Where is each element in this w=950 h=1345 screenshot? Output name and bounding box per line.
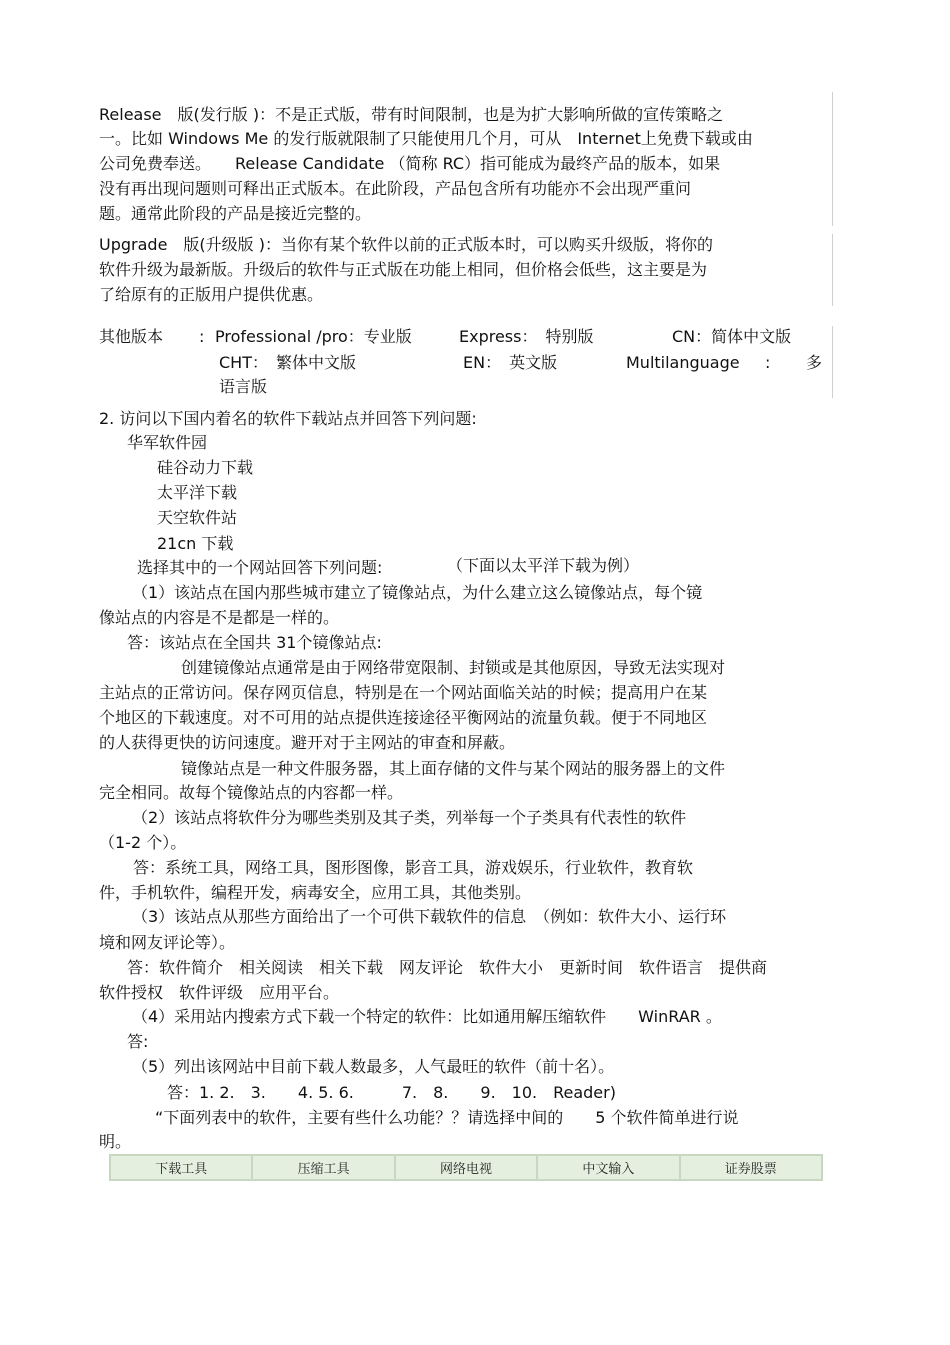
release-line: 题。通常此阶段的产品是接近完整的。 bbox=[99, 204, 372, 223]
answer-line: 件，手机软件，编程开发，病毒安全，应用工具，其他类别。 bbox=[99, 883, 532, 902]
answer-line: （4）采用站内搜索方式下载一个特定的软件：比如通用解压缩软件 WinRAR 。 bbox=[132, 1007, 722, 1026]
version-multilanguage-colon: : bbox=[765, 353, 771, 372]
answer-line: 创建镜像站点通常是由于网络带宽限制、封锁或是其他原因，导致无法实现对 bbox=[181, 658, 726, 677]
table-cell: 压缩工具 bbox=[252, 1155, 394, 1180]
release-line: Release 版(发行版 )：不是正式版，带有时间限制，也是为扩大影响所做的宣传策略之 bbox=[99, 105, 724, 124]
upgrade-line: 了给原有的正版用户提供优惠。 bbox=[99, 285, 324, 304]
answer-line: 明。 bbox=[99, 1132, 132, 1151]
site-list-item: 21cn 下载 bbox=[157, 534, 234, 553]
site-list-item: 华军软件园 bbox=[127, 433, 208, 452]
table-cell: 网络电视 bbox=[395, 1155, 537, 1180]
version-multilanguage: Multilanguage bbox=[626, 353, 740, 372]
table-cell: 中文输入 bbox=[537, 1155, 679, 1180]
answer-line: （3）该站点从那些方面给出了一个可供下载软件的信息 （例如：软件大小、运行环 bbox=[132, 907, 727, 926]
answer-line: 个地区的下载速度。对不可用的站点提供连接途径平衡网站的流量负载。便于不同地区 bbox=[99, 708, 708, 727]
other-versions-label: 其他版本 bbox=[99, 327, 164, 346]
release-line: 一。比如 Windows Me 的发行版就限制了只能使用几个月，可从 Internet上免费下载或由 bbox=[99, 129, 753, 148]
version-cht: CHT： 繁体中文版 bbox=[219, 353, 356, 372]
answer-line: 完全相同。故每个镜像站点的内容都一样。 bbox=[99, 783, 404, 802]
version-cn: CN：简体中文版 bbox=[672, 327, 792, 346]
release-line: 公司免费奉送。 Release Candidate （简称 RC）指可能成为最终产品的版本，如果 bbox=[99, 154, 721, 173]
answer-line: （5）列出该网站中目前下载人数最多，人气最旺的软件（前十名）。 bbox=[132, 1057, 615, 1076]
release-line: 没有再出现问题则可释出正式版本。在此阶段，产品包含所有功能亦不会出现严重问 bbox=[99, 179, 692, 198]
version-multilanguage-duo: 多 bbox=[806, 353, 823, 372]
answer-line: 答：系统工具，网络工具，图形图像，影音工具，游戏娱乐，行业软件，教育软 bbox=[133, 858, 694, 877]
question2-heading: 2. 访问以下国内着名的软件下载站点并回答下列问题: bbox=[99, 409, 477, 428]
version-multilanguage-rest: 语言版 bbox=[219, 377, 268, 396]
margin-bar bbox=[832, 92, 833, 226]
version-express: Express： 特别版 bbox=[459, 327, 594, 346]
upgrade-line: Upgrade 版(升级版 )：当你有某个软件以前的正式版本时，可以购买升级版，将你的 bbox=[99, 235, 713, 254]
answer-line: 答：1. 2. 3. 4. 5. 6. 7. 8. 9. 10. Reader) bbox=[167, 1083, 616, 1102]
table-cell: 下载工具 bbox=[110, 1155, 252, 1180]
version-en: EN： 英文版 bbox=[463, 353, 558, 372]
choose-note: （下面以太平洋下载为例） bbox=[447, 556, 640, 575]
margin-bar bbox=[832, 326, 833, 398]
table-row bbox=[110, 1155, 822, 1180]
answer-line: “下面列表中的软件，主要有些什么功能？？请选择中间的 5 个软件简单进行说 bbox=[155, 1108, 739, 1127]
other-versions-colon: : bbox=[199, 327, 205, 346]
answer-line: 答: bbox=[127, 1032, 149, 1051]
answer-line: （1-2 个）。 bbox=[99, 833, 187, 852]
site-list-item: 太平洋下载 bbox=[157, 483, 238, 502]
answer-line: 软件授权 软件评级 应用平台。 bbox=[99, 983, 340, 1002]
answer-line: 答：软件简介 相关阅读 相关下载 网友评论 软件大小 更新时间 软件语言 提供商 bbox=[127, 958, 768, 977]
site-list-item: 硅谷动力下载 bbox=[157, 458, 254, 477]
answer-line: 境和网友评论等）。 bbox=[99, 933, 236, 952]
table-cell: 证券股票 bbox=[680, 1155, 822, 1180]
site-list-item: 天空软件站 bbox=[157, 508, 238, 527]
software-categories-table bbox=[109, 1154, 823, 1181]
answer-line: 主站点的正常访问。保存网页信息，特别是在一个网站面临关站的时候；提高用户在某 bbox=[99, 683, 708, 702]
margin-bar bbox=[832, 234, 833, 306]
answer-line: 答：该站点在全国共 31个镜像站点: bbox=[127, 633, 382, 652]
choose-prompt: 选择其中的一个网站回答下列问题: bbox=[137, 558, 383, 577]
version-professional: Professional /pro：专业版 bbox=[215, 327, 412, 346]
answer-line: （1）该站点在国内那些城市建立了镜像站点，为什么建立这么镜像站点，每个镜 bbox=[132, 583, 703, 602]
answer-line: （2）该站点将软件分为哪些类别及其子类，列举每一个子类具有代表性的软件 bbox=[132, 808, 687, 827]
upgrade-line: 软件升级为最新版。升级后的软件与正式版在功能上相同，但价格会低些，这主要是为 bbox=[99, 260, 708, 279]
answer-line: 的人获得更快的访问速度。避开对于主网站的审查和屏蔽。 bbox=[99, 733, 516, 752]
answer-line: 像站点的内容是不是都是一样的。 bbox=[99, 608, 340, 627]
answer-line: 镜像站点是一种文件服务器，其上面存储的文件与某个网站的服务器上的文件 bbox=[181, 759, 726, 778]
